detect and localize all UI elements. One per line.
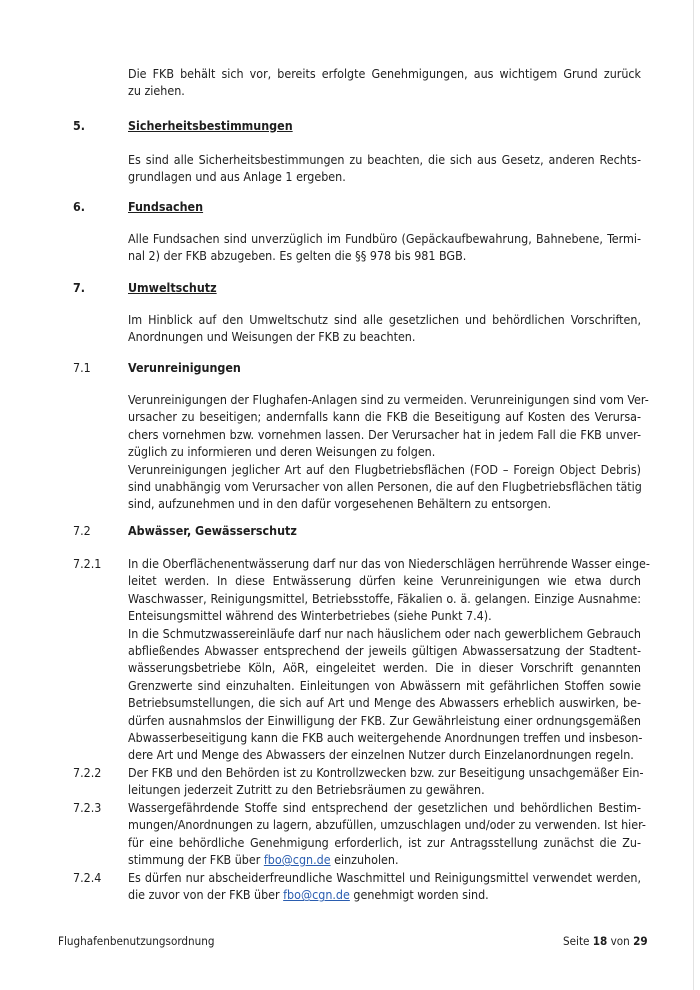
section-7-2-4-text: Es dürfen nur abscheiderfreundliche Waschmittel und Reinigungsmittel verwendet werden, die zuvor von der FKB über fbo@cgn.de genehmigt worden sind. [128, 870, 641, 903]
email-link[interactable]: fbo@cgn.de [263, 852, 331, 868]
section-7-2-4-number: 7.2.4 [73, 870, 102, 885]
section-5-text: Es sind alle Sicherheitsbestimmungen zu beachten, die sich aus Gesetz, anderen Rechts- grundlagen und aus Anlage 1 ergeben. [128, 152, 641, 185]
section-7-number: 7. [73, 280, 85, 295]
section-6-text: Alle Fundsachen sind unverzüglich im Fundbüro (Gepäckaufbewahrung, Bahnebene, Termi- nal 2) der FKB abzugeben. Es gelten die §§ 978 bis 981 BGB. [128, 231, 641, 264]
section-7-2-number: 7.2 [73, 523, 91, 538]
section-5-heading: Sicherheitsbestimmungen [128, 118, 293, 133]
section-6-heading: Fundsachen [128, 199, 204, 214]
section-7-2-2-number: 7.2.2 [73, 765, 102, 780]
section-7-2-1-number: 7.2.1 [73, 556, 102, 571]
footer-document-title: Flughafenbenutzungsordnung [58, 934, 215, 948]
page-edge [693, 0, 694, 990]
section-7-2-2-text: Der FKB und den Behörden ist zu Kontrollzwecken bzw. zur Beseitigung unsachgemäßer Ein- leitungen jederzeit Zutritt zu den Betriebsräumen zu gewähren. [128, 765, 644, 798]
section-5-number: 5. [73, 118, 85, 133]
section-7-2-3-text: Wassergefährdende Stoffe sind entsprechend der gesetzlichen und behördlichen Bestim- mungen/Anordnungen zu lagern, abzufüllen, umzuschlagen und/oder zu verwenden. Ist hier- für eine behördliche Genehmigung erforderlich, ist zur Antragsstellung zunächst die Zu- stimmung der FKB über fbo@cgn.de einzuholen. [128, 800, 646, 868]
section-7-1-heading: Verunreinigungen [128, 360, 241, 375]
section-7-2-1-text: In die Oberflächenentwässerung darf nur das von Niederschlägen herrührende Wasser einge- leitet werden. In diese Entwässerung dürfen keine Verunreinigungen wie etwa durch Waschwasser, Reinigungsmittel, Betriebsstoffe, Fäkalien o. ä. gelangen. Einzige Ausnahme: Enteisungsmittel während des Winterbetriebes (siehe Punkt 7.4). In die Schmutzwassereinläufe darf nur nach häuslichem oder nach gewerblichem Gebrauch abfließendes Abwasser entsprechend der jeweils gültigen Abwassersatzung der Stadtent- wässerungsbetriebe Köln, AöR, eingeleitet werden. Die in dieser Vorschrift genannten Grenzwerte sind einzuhalten. Einleitungen von Abwässern mit gefährlichen Stoffen sowie Betriebsumstellungen, die sich auf Art und Menge des Abwassers erheblich auswirken, be- dürfen ausnahmslos der Einwilligung der FKB. Zur Gewährleistung einer ordnungsgemäßen Abwasserbeseitigung kann die FKB auch weitergehende Anordnungen treffen und insbeson- dere Art und Menge des Abwassers der einzelnen Nutzer durch Einzelanordnungen regeln. [128, 556, 650, 763]
footer-page-number: Seite 18 von 29 [563, 934, 648, 948]
email-link[interactable]: fbo@cgn.de [283, 887, 350, 903]
section-7-1-number: 7.1 [73, 360, 91, 375]
section-7-heading: Umweltschutz [128, 280, 217, 295]
section-7-2-heading: Abwässer, Gewässerschutz [128, 523, 297, 538]
section-7-text: Im Hinblick auf den Umweltschutz sind alle gesetzlichen und behördlichen Vorschriften, Anordnungen und Weisungen der FKB zu beachten. [128, 312, 641, 345]
section-7-1-text: Verunreinigungen der Flughafen-Anlagen sind zu vermeiden. Verunreinigungen sind vom Ver- ursacher zu beseitigen; andernfalls kann die FKB die Beseitigung auf Kosten des Verursa- chers vornehmen bzw. vornehmen lassen. Der Verursacher hat in jedem Fall die FKB unver- züglich zu informieren und deren Weisungen zu folgen. Verunreinigungen jeglicher Art auf den Flugbetriebsflächen (FOD – Foreign Object Debris) sind unabhängig vom Verursacher von allen Personen, die auf den Flugbetriebsflächen tätig sind, aufzunehmen und in den dafür vorgesehenen Behältern zu entsorgen. [128, 392, 649, 512]
section-7-2-3-number: 7.2.3 [73, 800, 102, 815]
intro-paragraph: Die FKB behält sich vor, bereits erfolgte Genehmigungen, aus wichtigem Grund zurück zu ziehen. [128, 66, 641, 99]
section-6-number: 6. [73, 199, 85, 214]
